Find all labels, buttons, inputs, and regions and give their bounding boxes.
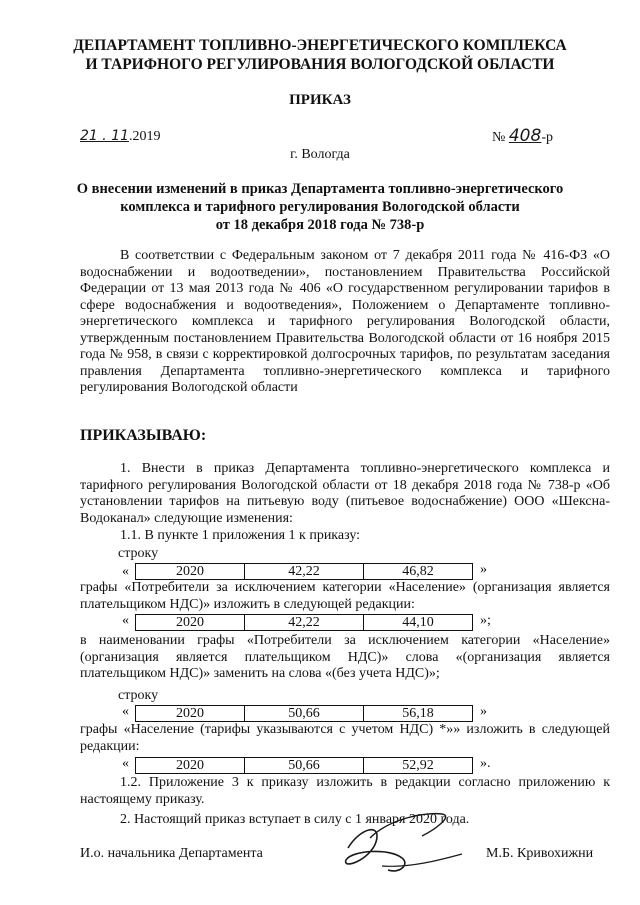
signatory-position: И.о. начальника Департамента [80,846,263,861]
item-1-paragraph: 1. Внести в приказ Департамента топливно-энергетического комплекса и тарифного регулирования Вологодской области от 18 декабря 2018 года № 738-р «Об установлении тарифов на питьевую воду (питьевое водоснабжение) ООО «Шексна-Водоканал» следующие изменения: [80,461,610,526]
quote-close: » [480,704,487,719]
prikazyvayu-heading: ПРИКАЗЫВАЮ: [80,427,207,444]
row-word-1: строку [118,546,159,561]
value-cell: 52,92 [364,758,473,774]
tariff-row-old-1 [122,562,129,580]
date-handwritten: 21 . 11 [80,128,129,144]
graph-text-1: графы «Потребители за исключением категории «Население» (организация является плательщиком НДС)» изложить в следующей редакции: [80,580,610,612]
department-line-1: ДЕПАРТАМЕНТ ТОПЛИВНО-ЭНЕРГЕТИЧЕСКОГО КОМПЛЕКСА [73,37,567,54]
table-row [136,615,473,631]
year-cell: 2020 [136,706,245,722]
quote-open: « [122,704,129,719]
table-row [136,706,473,722]
value-cell: 56,18 [364,706,473,722]
value-cell: 46,82 [364,564,473,580]
value-cell: 44,10 [364,615,473,631]
item-1-1-paragraph: 1.1. В пункте 1 приложения 1 к приказу: [120,528,361,543]
subject-line-1: О внесении изменений в приказ Департамента топливно-энергетического [76,181,564,197]
value-cell: 50,66 [245,758,364,774]
tariff-table-1 [135,563,473,580]
order-date [80,128,160,145]
tariff-table-4 [135,757,473,774]
value-cell: 42,22 [245,564,364,580]
quote-open: « [122,613,129,628]
quote-open: « [122,564,129,579]
quote-close: ». [480,756,491,771]
value-cell: 50,66 [245,706,364,722]
subject-line-2: комплекса и тарифного регулирования Вологодской области [120,199,520,215]
table-row [136,564,473,580]
order-subject [0,180,640,234]
tariff-table-2 [135,614,473,631]
handwritten-signature [330,808,480,880]
department-header [0,36,640,74]
item-1-2-paragraph: 1.2. Приложение 3 к приказу изложить в редакции согласно приложению к настоящему приказу. [80,775,610,807]
quote-close: »; [480,613,491,628]
quote-close: » [480,562,487,577]
quote-open: « [122,756,129,771]
order-number [492,126,553,146]
value-cell: 42,22 [245,615,364,631]
year-cell: 2020 [136,758,245,774]
date-year: .2019 [128,129,161,144]
rename-paragraph: в наименовании графы «Потребители за исключением категории «Население» (организация является плательщиком НДС)» слова «(организация является плательщиком НДС)» заменить на слова «(без учета НДС)»; [80,633,610,681]
item-2-paragraph: 2. Настоящий приказ вступает в силу с 1 января 2020 года. [120,812,470,827]
subject-line-3: от 18 декабря 2018 года № 738-р [215,217,425,233]
year-cell: 2020 [136,564,245,580]
signatory-name: М.Б. Кривохижни [486,846,594,861]
number-handwritten: 408 [508,126,542,146]
department-line-2: И ТАРИФНОГО РЕГУЛИРОВАНИЯ ВОЛОГОДСКОЙ ОБЛАСТИ [85,56,555,73]
year-cell: 2020 [136,615,245,631]
preamble-paragraph: В соответствии с Федеральным законом от 7 декабря 2011 года № 416-ФЗ «О водоснабжении и водоотведении», постановлением Правительства Российской Федерации от 13 мая 2013 года № 406 «О государственном регулировании тарифов в сфере водоснабжения и водоотведения», Положением о Департаменте топливно-энергетического комплекса и тарифного регулирования Вологодской области, утвержденным постановлением Правительства Вологодской области от 16 ноября 2015 года № 958, в связи с корректировкой долгосрочных тарифов, по результатам заседания правления Департамента топливно-энергетического комплекса и тарифного регулирования Вологодской области [80,248,610,395]
tariff-table-3 [135,705,473,722]
number-suffix: -р [541,130,553,145]
graph-text-2: графы «Население (тарифы указываются с учетом НДС) *»» изложить в следующей редакции: [80,722,610,754]
row-word-2: строку [118,688,159,703]
table-row [136,758,473,774]
order-title: ПРИКАЗ [289,92,351,108]
number-prefix: № [492,130,506,145]
city: г. Вологда [290,147,350,162]
